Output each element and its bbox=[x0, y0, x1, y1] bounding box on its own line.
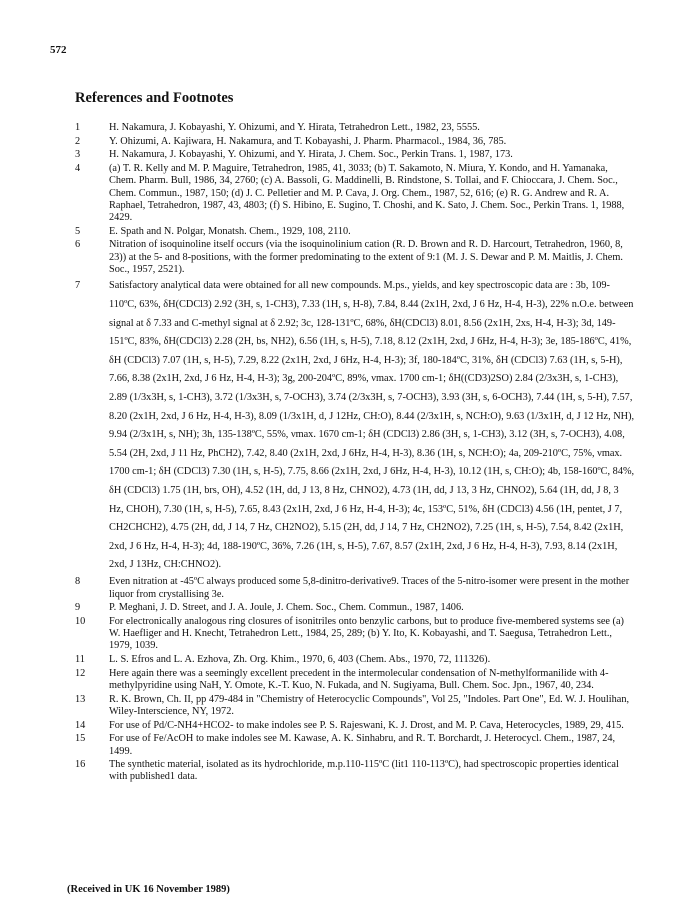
reference-item bbox=[75, 136, 635, 148]
reference-list bbox=[75, 122, 635, 785]
reference-item bbox=[75, 122, 635, 134]
reference-number: 7 bbox=[75, 280, 81, 292]
received-date: (Received in UK 16 November 1989) bbox=[67, 884, 230, 895]
reference-item bbox=[75, 733, 635, 757]
reference-text: H. Nakamura, J. Kobayashi, Y. Ohizumi, and Y. Hirata, Tetrahedron Lett., 1982, 23, 5555. bbox=[109, 122, 480, 133]
reference-number: 10 bbox=[75, 616, 86, 628]
reference-number: 4 bbox=[75, 163, 81, 175]
reference-item bbox=[75, 668, 635, 692]
reference-item bbox=[75, 654, 635, 666]
reference-item bbox=[75, 720, 635, 732]
reference-number: 6 bbox=[75, 239, 81, 251]
reference-text: The synthetic material, isolated as its hydrochloride, m.p.110-115ºC (lit1 110-113ºC), had spectroscopic properties identical with published1 data. bbox=[109, 759, 619, 783]
reference-item bbox=[75, 239, 635, 276]
reference-text: For use of Fe/AcOH to make indoles see M. Kawase, A. K. Sinhabru, and R. T. Borchardt, J. Heterocycl. Chem., 1987, 24, 1499. bbox=[109, 733, 616, 757]
reference-text: Even nitration at -45ºC always produced some 5,8-dinitro-derivative9. Traces of the 5-nitro-isomer were present in the mother liquor from crystallising 3e. bbox=[109, 576, 630, 600]
reference-text: P. Meghani, J. D. Street, and J. A. Joule, J. Chem. Soc., Chem. Commun., 1987, 1406. bbox=[109, 602, 464, 614]
reference-number: 5 bbox=[75, 225, 81, 237]
reference-text: (a) T. R. Kelly and M. P. Maguire, Tetrahedron, 1985, 41, 3033; (b) T. Sakamoto, N. Miura, Y. Kondo, and H. Yamanaka, Chem. Pharm. Bull, 1986, 34, 2760; (c) A. Bassoli, G. Maddinelli, B. Rindstone, S. Tollai, and F. Chioccara, J. Chem. Soc., Chem. Commun., 1987, 150; (d) J. C. Pelletier and M. P. Cava, J. Org. Chem., 1987, 52, 616; (e) R. G. Andrew and R. A. Raphael, Tetrahedron, 1987, 43, 4803; (f) S. Hibino, E. Sugino, T. Choshi, and K. Sato, J. Chem. Soc., Perkin Trans. 1, 1988, 2429. bbox=[109, 163, 625, 223]
reference-item bbox=[75, 226, 635, 238]
reference-number: 14 bbox=[75, 719, 86, 731]
reference-item bbox=[75, 694, 635, 718]
page-number: 572 bbox=[50, 44, 67, 56]
reference-number: 8 bbox=[75, 576, 81, 588]
reference-item bbox=[75, 602, 635, 614]
reference-number: 12 bbox=[75, 667, 86, 679]
reference-item bbox=[75, 277, 635, 575]
reference-text: Nitration of isoquinoline itself occurs (via the isoquinolinium cation (R. D. Brown and R. D. Harcourt, Tetrahedron, 1960, 8, 23)) at the 5- and 8-positions, with the former predominating to the extent of 9:1 (M. J. S. Dewar and P. M. Maitlis, J. Chem. Soc., 1957, 2521). bbox=[109, 239, 623, 275]
reference-text: Satisfactory analytical data were obtained for all new compounds. M.ps., yields, and key spectroscopic data are : 3b, 109-110ºC, 63%, δH(CDCl3) 2.92 (3H, s, 1-CH3), 7.33 (1H, s, H-8), 7.84, 8.44 (2x1H, 2xd, J 6 Hz, H-4, H-3), 22% n.O.e. between signal at δ 7.33 and C-methyl signal at δ 2.92; 3c, 128-131ºC, 68%, δH(CDCl3) 8.01, 8.56 (2x1H, 2xs, H-4, H-3); 3d, 149-151ºC, 83%, δH(CDCl3) 2.28 (2H, bs, NH2), 6.56 (1H, s, H-5), 7.18, 8.12 (2x1H, 2xd, J 6Hz, H-4, H-3); 3e, 185-186ºC, 41%, δH (CDCl3) 7.07 (1H, s, H-5), 7.29, 8.22 (2x1H, 2xd, J 6Hz, H-4, H-3); 3f, 180-184ºC, 31%, δH (CDCl3) 7.63 (1H, s, 5-H), 7.66, 8.38 (2x1H, 2xd, J 6 Hz, H-4, H-3); 3g, 200-204ºC, 89%, νmax. 1700 cm-1; δH((CD3)2SO) 2.84 (2/3x3H, s, 1-CH3), 2.89 (1/3x3H, s, 1-CH3), 3.72 (1/3x3H, s, 7-OCH3), 3.74 (2/3x3H, s, 7-OCH3), 3.93 (3H, s, 6-OCH3), 7.44 (1H, s, 5-H), 7.57, 8.20 (2x1H, 2xd, J 6 Hz, H-4, H-3), 8.09 (1/3x1H, d, J 12Hz, CH:O), 8.44 (2/3x1H, s, NCH:O), 9.63 (1/3x1H, d, J 12 Hz, NH), 9.94 (2/3x1H, s, NH); 3h, 135-138ºC, 55%, νmax. 1670 cm-1; δH (CDCl3) 2.86 (3H, s, 1-CH3), 3.12 (3H, s, 7-OCH3), 4.08, 5.54 (2H, 2xd, J 11 Hz, PhCH2), 7.42, 8.40 (2x1H, 2xd, J 6Hz, H-4, H-3), 8.36 (1H, s, NCH:O); 4a, 209-210ºC, 75%, νmax. 1700 cm-1; δH (CDCl3) 7.30 (1H, s, H-5), 7.75, 8.66 (2x1H, 2xd, J 6Hz, H-4, H-3), 10.12 (1H, s, CH:O); 4b, 158-160ºC, 84%, δH (CDCl3) 1.75 (1H, brs, OH), 4.52 (1H, dd, J 13, 8 Hz, CHNO2), 4.73 (1H, dd, J 13, 3 Hz, CHNO2), 5.64 (1H, dd, J 8, 3 Hz, CHOH), 7.30 (1H, s, H-5), 7.65, 8.43 (2x1H, 2xd, J 6 Hz, H-4, H-3); 4c, 153ºC, 51%, δH (CDCl3) 4.56 (1H, pentet, J 7, CH2CHCH2), 4.75 (2H, dd, J 14, 7 Hz, CH2NO2), 5.15 (2H, dd, J 14, 7 Hz, CH2NO2), 7.25 (1H, s, H-5), 7.54, 8.42 (2x1H, 2xd, J 6 Hz, H-4, H-3); 4d, 188-190ºC, 36%, 7.26 (1H, s, H-5), 7.67, 8.57 (2x1H, 2xd, J 6 Hz, H-4, H-3), 7.93, 8.14 (2x1H, 2xd, J 13Hz, CH:CHNO2). bbox=[109, 280, 635, 571]
section-heading: References and Footnotes bbox=[75, 90, 234, 106]
reference-number: 13 bbox=[75, 693, 86, 705]
reference-item bbox=[75, 163, 635, 224]
reference-text: H. Nakamura, J. Kobayashi, Y. Ohizumi, and Y. Hirata, J. Chem. Soc., Perkin Trans. 1, 1987, 173. bbox=[109, 149, 513, 161]
reference-number: 16 bbox=[75, 759, 86, 771]
reference-item bbox=[75, 759, 635, 783]
reference-number: 9 bbox=[75, 602, 81, 614]
reference-number: 3 bbox=[75, 149, 81, 161]
reference-item bbox=[75, 616, 635, 653]
reference-number: 15 bbox=[75, 733, 86, 745]
reference-number: 11 bbox=[75, 654, 85, 666]
reference-number: 1 bbox=[75, 122, 81, 133]
reference-text: E. Spath and N. Polgar, Monatsh. Chem., 1929, 108, 2110. bbox=[109, 225, 351, 237]
reference-number: 2 bbox=[75, 135, 81, 147]
reference-item bbox=[75, 576, 635, 600]
reference-text: Y. Ohizumi, A. Kajiwara, H. Nakamura, and T. Kobayashi, J. Pharm. Pharmacol., 1984, 36, 785. bbox=[109, 135, 507, 147]
reference-text: For electronically analogous ring closures of isonitriles onto benzylic carbons, but to produce five-membered systems see (a) W. Haefliger and H. Knecht, Tetrahedron Lett., 1984, 25, 289; (b) Y. Ito, K. Kobayashi, and T. Saegusa, Tetrahedron Lett., 1979, 1039. bbox=[109, 616, 624, 652]
reference-text: For use of Pd/C-NH4+HCO2- to make indoles see P. S. Rajeswani, K. J. Drost, and M. P. Cava, Heterocycles, 1989, 29, 415. bbox=[109, 719, 624, 731]
reference-text: Here again there was a seemingly excellent precedent in the intermolecular condensation of N-methylformanilide with 4-methylpyridine using NaH, Y. Omote, K.-T. Kuo, N. Fukada, and N. Sugiyama, Bull. Chem. Soc. Jpn., 1967, 40, 234. bbox=[109, 667, 609, 692]
reference-text: R. K. Brown, Ch. II, pp 479-484 in "Chemistry of Heterocyclic Compounds", Vol 25, "Indoles. Part One", Ed. W. J. Houlihan, Wiley-Interscience, NY, 1972. bbox=[109, 693, 630, 717]
reference-item bbox=[75, 149, 635, 161]
reference-text: L. S. Efros and L. A. Ezhova, Zh. Org. Khim., 1970, 6, 403 (Chem. Abs., 1970, 72, 111326). bbox=[109, 654, 491, 666]
